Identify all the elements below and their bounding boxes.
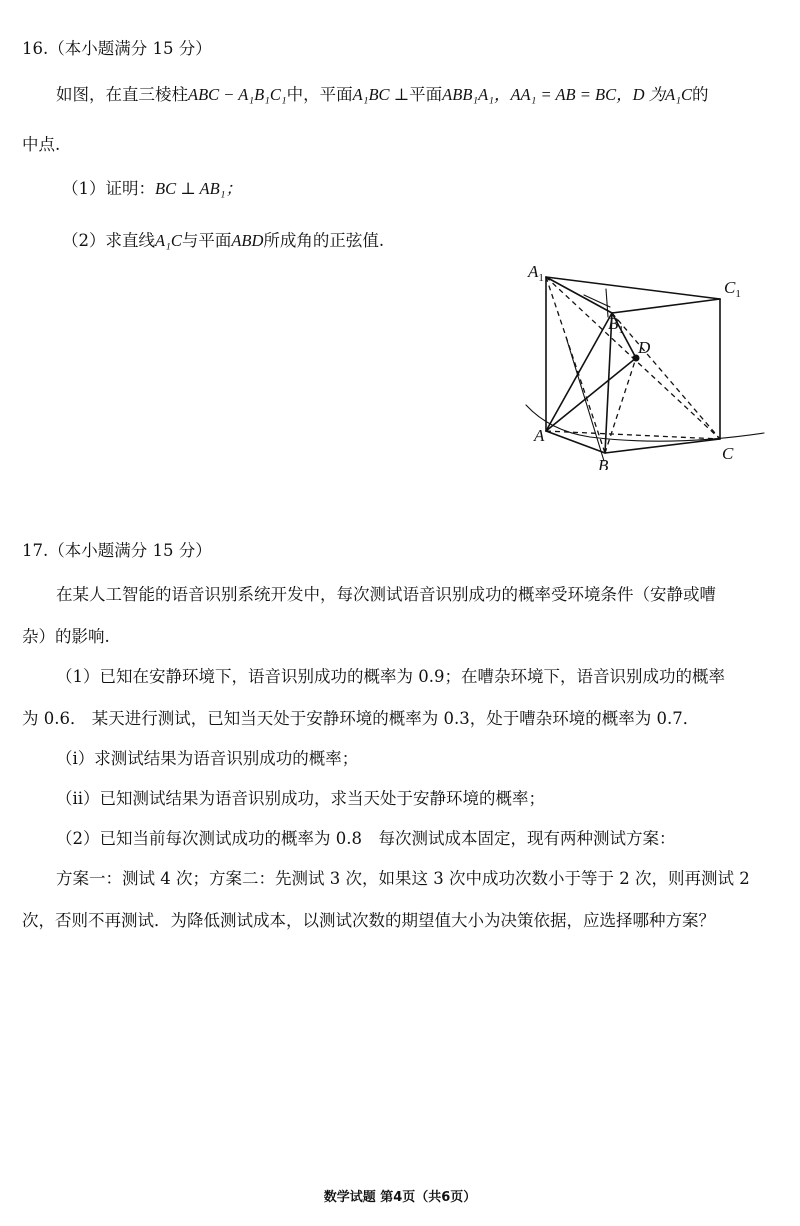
edge-b1-c1	[612, 299, 720, 313]
label-d: D	[638, 338, 651, 357]
q16-plane1: A₁BC ⊥	[352, 85, 410, 104]
prism-figure	[520, 255, 770, 470]
q16-stem-mid1: 中，平面	[286, 85, 353, 104]
edge-a1-c1	[546, 277, 720, 299]
q16-segment: A₁C	[665, 85, 692, 104]
q16-stem-line1	[56, 84, 708, 106]
q16-header: 16.（本小题满分 15 分）	[22, 39, 212, 58]
q17-part1-ii: （ii）已知测试结果为语音识别成功，求当天处于安静环境的概率；	[56, 789, 546, 808]
q16-part2-line: A₁C	[155, 231, 182, 250]
q16-stem-mid3: D 为	[632, 85, 666, 104]
dashed-b1-c	[612, 313, 720, 439]
q16-part1-math: BC ⊥ AB₁；	[155, 179, 242, 198]
q16-part2	[62, 230, 384, 252]
q16-equality: ，AA₁ = AB = BC，	[493, 85, 633, 104]
sketch-stroke-3	[606, 289, 608, 317]
q17-part2-line3: 次，否则不再测试．为降低测试成本，以测试次数的期望值大小为决策依据，应选择哪种方案？	[22, 911, 715, 930]
label-b1: $B_1$	[608, 314, 624, 336]
label-c: C	[722, 444, 734, 463]
q16-stem-line2: 中点.	[22, 135, 61, 154]
q16-part2-mid: 与平面	[181, 231, 232, 250]
q17-part1-i: （i）求测试结果为语音识别成功的概率；	[56, 749, 359, 768]
q16-part2-plane: ABD	[231, 231, 264, 250]
q17-stem-line2: 杂）的影响.	[22, 627, 110, 646]
q16-stem-end: 的	[691, 85, 709, 104]
label-a: A	[534, 426, 545, 445]
label-b: B	[598, 456, 609, 470]
edge-a-b1	[546, 313, 612, 431]
page-footer: 数学试题 第4页（共6页）	[323, 1190, 477, 1205]
q16-stem-mid2: 平面	[409, 85, 443, 104]
q17-header: 17.（本小题满分 15 分）	[22, 541, 212, 560]
label-c1: $C_1$	[724, 278, 741, 300]
q17-part1-line1: （1）已知在安静环境下，语音识别成功的概率为 0.9；在嘈杂环境下，语音识别成功的概率	[56, 667, 725, 686]
q16-part2-end: 所成角的正弦值.	[263, 231, 385, 250]
q16-plane2: ABB₁A₁	[442, 85, 494, 104]
q16-prism: ABC − A₁B₁C₁	[188, 85, 287, 104]
q16-part1	[62, 178, 242, 200]
q16-stem-intro: 如图，在直三棱柱	[56, 85, 188, 104]
q17-part1-line2: 为 0.6． 某天进行测试，已知当天处于安静环境的概率为 0.3，处于嘈杂环境的概率为 0.7．	[22, 709, 700, 728]
q16-part2-label: （2）求直线	[62, 231, 155, 250]
q17-part2-line1: （2）已知当前每次测试成功的概率为 0.8 每次测试成本固定，现有两种测试方案：	[56, 829, 676, 848]
q17-stem-line1: 在某人工智能的语音识别系统开发中，每次测试语音识别成功的概率受环境条件（安静或嘈	[56, 585, 716, 604]
q16-part1-label: （1）证明：	[62, 179, 155, 198]
label-a1: $A_1$	[528, 262, 544, 284]
q17-part2-line2: 方案一：测试 4 次；方案二：先测试 3 次，如果这 3 次中成功次数小于等于 2 次，则再测试 2	[56, 869, 750, 888]
dashed-a-c	[546, 431, 720, 439]
